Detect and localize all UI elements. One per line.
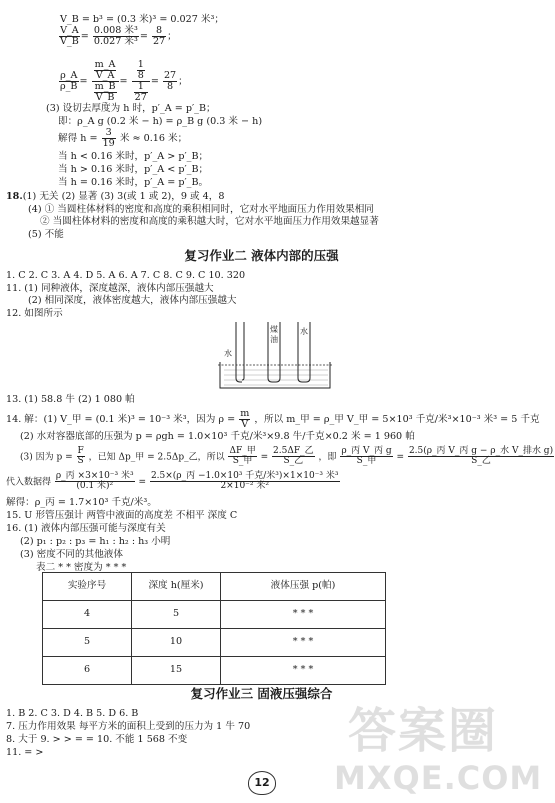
fig-label-water-right: 水 bbox=[300, 327, 308, 336]
q18-line-4: (5) 不能 bbox=[28, 229, 64, 240]
fraction: $\frac{\rho\_A}{\rho\_B}$ bbox=[60, 70, 78, 93]
part3-case-1: 当 h < 0.16 米时，p′_A > p′_B； bbox=[58, 151, 209, 162]
s2-answers-1-10: 1. C 2. C 3. A 4. D 5. A 6. A 7. C 8. C 9. C 10. 320 bbox=[6, 270, 246, 281]
q18-line-2: (4) ① 当圆柱体材料的密度和高度的乘积相同时，它对水平地面压力作用效果相同 bbox=[28, 204, 374, 215]
table-row bbox=[43, 629, 386, 657]
fig-label-coal-b: 油 bbox=[270, 335, 278, 344]
table-cell: 4 bbox=[43, 601, 132, 629]
s2-q16-3: (3) 密度不同的其他液体 bbox=[20, 549, 123, 560]
table-caption: 表二 * * 密度为 * * * bbox=[36, 562, 127, 573]
table-cell: 6 bbox=[43, 657, 132, 685]
s2-q16-2: (2) p₁ : p₂ : p₃ = h₁ : h₂ : h₃ 小明 bbox=[20, 536, 171, 547]
vb-line: V_B = b³ = (0.3 米)³ = 0.027 米³； bbox=[60, 14, 224, 25]
table-cell: 5 bbox=[43, 629, 132, 657]
s2-q14-1: 14. 解：(1) V_甲 = (0.1 米)³ = 10⁻³ 米³，因为 ρ = $\frac{m}{V}$ ，所以 m_甲 = ρ_甲 V_甲 = 5×10³ 千克/米³×10⁻³ 米³ = 5 千克 bbox=[6, 408, 540, 431]
s2-q14-3: (3) 因为 p = $\frac{F}{S}$ ，已知 Δp_甲 = 2.5Δp_乙，所以 ΔF_甲 S_甲 = 2.5ΔF_乙 S_乙 ，即 ρ_丙 V_丙 g S_甲 = 2.5(ρ_丙 V_丙 g − ρ_水 V_排水 g) S_乙 bbox=[20, 446, 554, 467]
table-cell: * * * bbox=[221, 601, 386, 629]
table-cell: * * * bbox=[221, 629, 386, 657]
s2-q13: 13. (1) 58.8 牛 (2) 1 080 帕 bbox=[6, 394, 135, 405]
liquid-tubes-figure bbox=[218, 318, 332, 390]
fig-label-coal-a: 煤 bbox=[270, 325, 278, 334]
table-cell: * * * bbox=[221, 657, 386, 685]
fig-label-water-left: 水 bbox=[224, 349, 232, 358]
table-header: 实验序号 bbox=[43, 573, 132, 601]
s2-q12: 12. 如图所示 bbox=[6, 308, 63, 319]
part3-equation: 即：ρ_A g (0.2 米 − h) = ρ_B g (0.3 米 − h) bbox=[58, 116, 263, 127]
watermark-logo: 答案圈 MXQE.COM bbox=[334, 703, 543, 797]
table-cell: 10 bbox=[132, 629, 221, 657]
s3-q8-10: 8. 大于 9. > > = = 10. 不能 1 568 不变 bbox=[6, 734, 188, 745]
fraction: $\frac{3}{19}$ bbox=[102, 127, 115, 150]
compound-fraction: $\frac{\frac{1}{8}}{\frac{1}{27}}$ bbox=[132, 60, 150, 103]
density-ratio-line: $\frac{\rho\_A}{\rho\_B}$ = $\frac{\frac{m\_A}{V\_A}}{\frac{m\_B}{V\_B}}$ = $\frac{\frac{1}{8}}{\frac{1}{27}}$ = $\frac{27}{8}$ ； bbox=[60, 59, 188, 104]
part3-case-3: 当 h = 0.16 米时，p′_A = p′_B。 bbox=[58, 177, 209, 188]
q18-line-3: ② 当圆柱体材料的密度和高度的乘积越大时，它对水平地面压力作用效果越显著 bbox=[40, 216, 379, 227]
s3-answers-1-6: 1. B 2. C 3. D 4. B 5. D 6. B bbox=[6, 708, 139, 719]
s2-q14-4: 代入数据得 ρ_丙 ×3×10⁻³ 米³ (0.1 米)² = 2.5×(ρ_丙 −1.0×10³ 千克/米³)×1×10⁻³ 米³ 2×10⁻² 米² bbox=[6, 471, 339, 492]
fraction: $\frac{8}{27}$ bbox=[152, 25, 166, 48]
fraction: $\frac{m}{V}$ bbox=[240, 408, 250, 431]
s3-q11: 11. = > bbox=[6, 747, 44, 758]
table-cell: 5 bbox=[132, 601, 221, 629]
s2-q14-5: 解得：ρ_丙 = 1.7×10³ 千克/米³。 bbox=[6, 497, 157, 508]
page-number: 12 bbox=[248, 771, 276, 795]
fraction: $\frac{V\_A}{V\_B}$ bbox=[60, 25, 79, 48]
part3-solution: 解得 h = $\frac{3}{19}$ 米 ≈ 0.16 米； bbox=[58, 127, 188, 150]
table-header-row bbox=[43, 573, 386, 601]
s2-q11-1: 11. (1) 同种液体，深度越深，液体内部压强越大 bbox=[6, 283, 214, 294]
s3-q7: 7. 压力作用效果 每平方米的面积上受到的压力为 1 牛 70 bbox=[6, 721, 251, 732]
s2-q16-1: 16. (1) 液体内部压强可能与深度有关 bbox=[6, 523, 166, 534]
table-row bbox=[43, 657, 386, 685]
s2-q14-2: (2) 水对容器底部的压强为 p = ρgh = 1.0×10³ 千克/米³×9.8 牛/千克×0.2 米 = 1 960 帕 bbox=[20, 431, 415, 442]
compound-fraction: $\frac{\frac{m\_A}{V\_A}}{\frac{m\_B}{V\_B}}$ bbox=[92, 60, 119, 103]
table-row bbox=[43, 601, 386, 629]
part3-line: (3) 设切去厚度为 h 时，p′_A = p′_B； bbox=[46, 103, 216, 114]
table-header: 液体压强 p(帕) bbox=[221, 573, 386, 601]
table-cell: 15 bbox=[132, 657, 221, 685]
s2-q11-2: (2) 相同深度，液体密度越大，液体内部压强越大 bbox=[28, 295, 237, 306]
fraction: 0.008 米³ 0.027 米³ bbox=[93, 25, 138, 48]
table-header: 深度 h(厘米) bbox=[132, 573, 221, 601]
fraction: $\frac{27}{8}$ bbox=[163, 70, 177, 93]
data-table bbox=[42, 572, 386, 685]
part3-case-2: 当 h > 0.16 米时，p′_A < p′_B； bbox=[58, 164, 209, 175]
s2-q15: 15. U 形管压强计 两管中液面的高度差 不相平 深度 C bbox=[6, 510, 238, 521]
section-title-2: 复习作业二 液体内部的压强 bbox=[184, 248, 339, 263]
q18-line-1: 18.(1) 无关 (2) 显著 (3) 3(或 1 或 2)，9 或 4，8 bbox=[6, 191, 225, 202]
volume-ratio-line: $\frac{V\_A}{V\_B}$ = 0.008 米³ 0.027 米³ = $\frac{8}{27}$ ； bbox=[60, 25, 177, 48]
section-title-3: 复习作业三 固液压强综合 bbox=[190, 686, 333, 701]
